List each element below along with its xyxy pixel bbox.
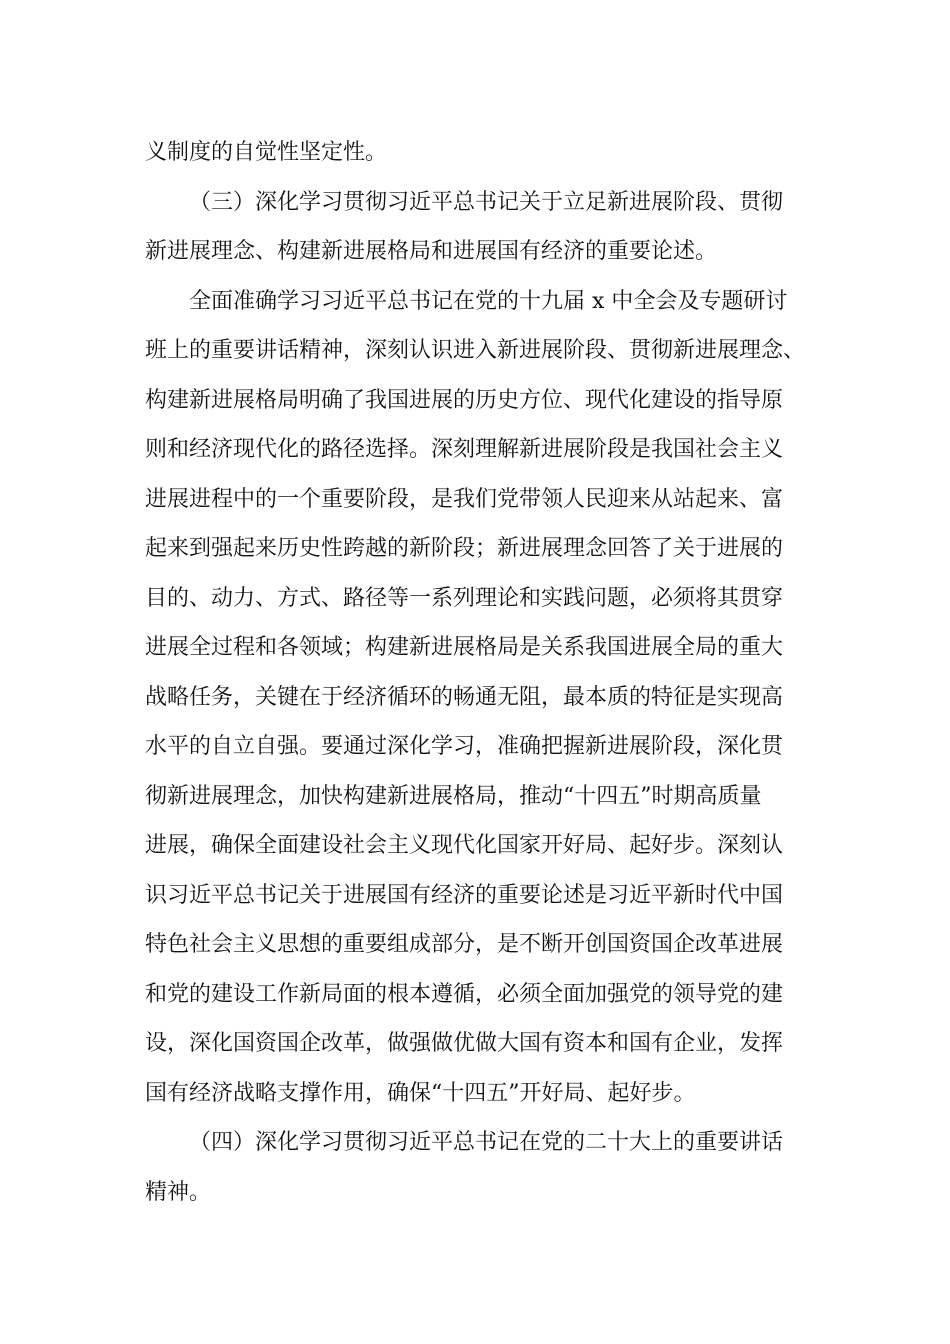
- text-line: 进展全过程和各领域；构建新进展格局是关系我国进展全局的重大: [145, 635, 784, 660]
- text-line: 进展，确保全面建设社会主义现代化国家开好局、起好步。深刻认: [145, 833, 784, 858]
- section-heading-4: （四）深化学习贯彻习近平总书记在党的二十大上的重要讲话: [189, 1130, 784, 1155]
- section-heading-3: （三）深化学习贯彻习近平总书记关于立足新进展阶段、贯彻: [189, 189, 784, 215]
- text-line: 和党的建设工作新局面的根本遵循，必须全面加强党的领导党的建: [145, 981, 784, 1007]
- text-line: 精神。: [145, 1179, 212, 1205]
- text-line: 设，深化国资国企改革，做强做优做大国有资本和国有企业，发挥: [145, 1031, 784, 1056]
- text-line: 义制度的自觉性坚定性。: [145, 140, 388, 165]
- text-line: 新进展理念、构建新进展格局和进展国有经济的重要论述。: [145, 239, 718, 264]
- text-line: 国有经济战略支撑作用，确保“十四五”开好局、起好步。: [145, 1080, 696, 1106]
- text-line: 班上的重要讲话精神，深刻认识进入新进展阶段、贯彻新进展理念、: [145, 338, 806, 363]
- text-line: 战略任务，关键在于经济循环的畅通无阻，最本质的特征是实现高: [145, 684, 784, 710]
- text-line: 识习近平总书记关于进展国有经济的重要论述是习近平新时代中国: [145, 882, 784, 908]
- text-line: 进展进程中的一个重要阶段，是我们党带领人民迎来从站起来、富: [145, 486, 784, 512]
- body-text: [145, 128, 815, 1217]
- text-line: 起来到强起来历史性跨越的新阶段；新进展理念回答了关于进展的: [145, 536, 784, 561]
- text-line: 则和经济现代化的路径选择。深刻理解新进展阶段是我国社会主义: [145, 437, 784, 462]
- text-line: 目的、动力、方式、路径等一系列理论和实践问题，必须将其贯穿: [145, 585, 784, 611]
- text-line: 构建新进展格局明确了我国进展的历史方位、现代化建设的指导原: [145, 387, 784, 413]
- text-line: 彻新进展理念，加快构建新进展格局，推动“十四五”时期高质量: [145, 783, 762, 809]
- text-line: 特色社会主义思想的重要组成部分，是不断开创国资国企改革进展: [145, 932, 784, 957]
- text-line: 水平的自立自强。要通过深化学习，准确把握新进展阶段，深化贯: [145, 734, 784, 759]
- paragraph-start: 全面准确学习习近平总书记在党的十九届 x 中全会及专题研讨: [189, 288, 788, 314]
